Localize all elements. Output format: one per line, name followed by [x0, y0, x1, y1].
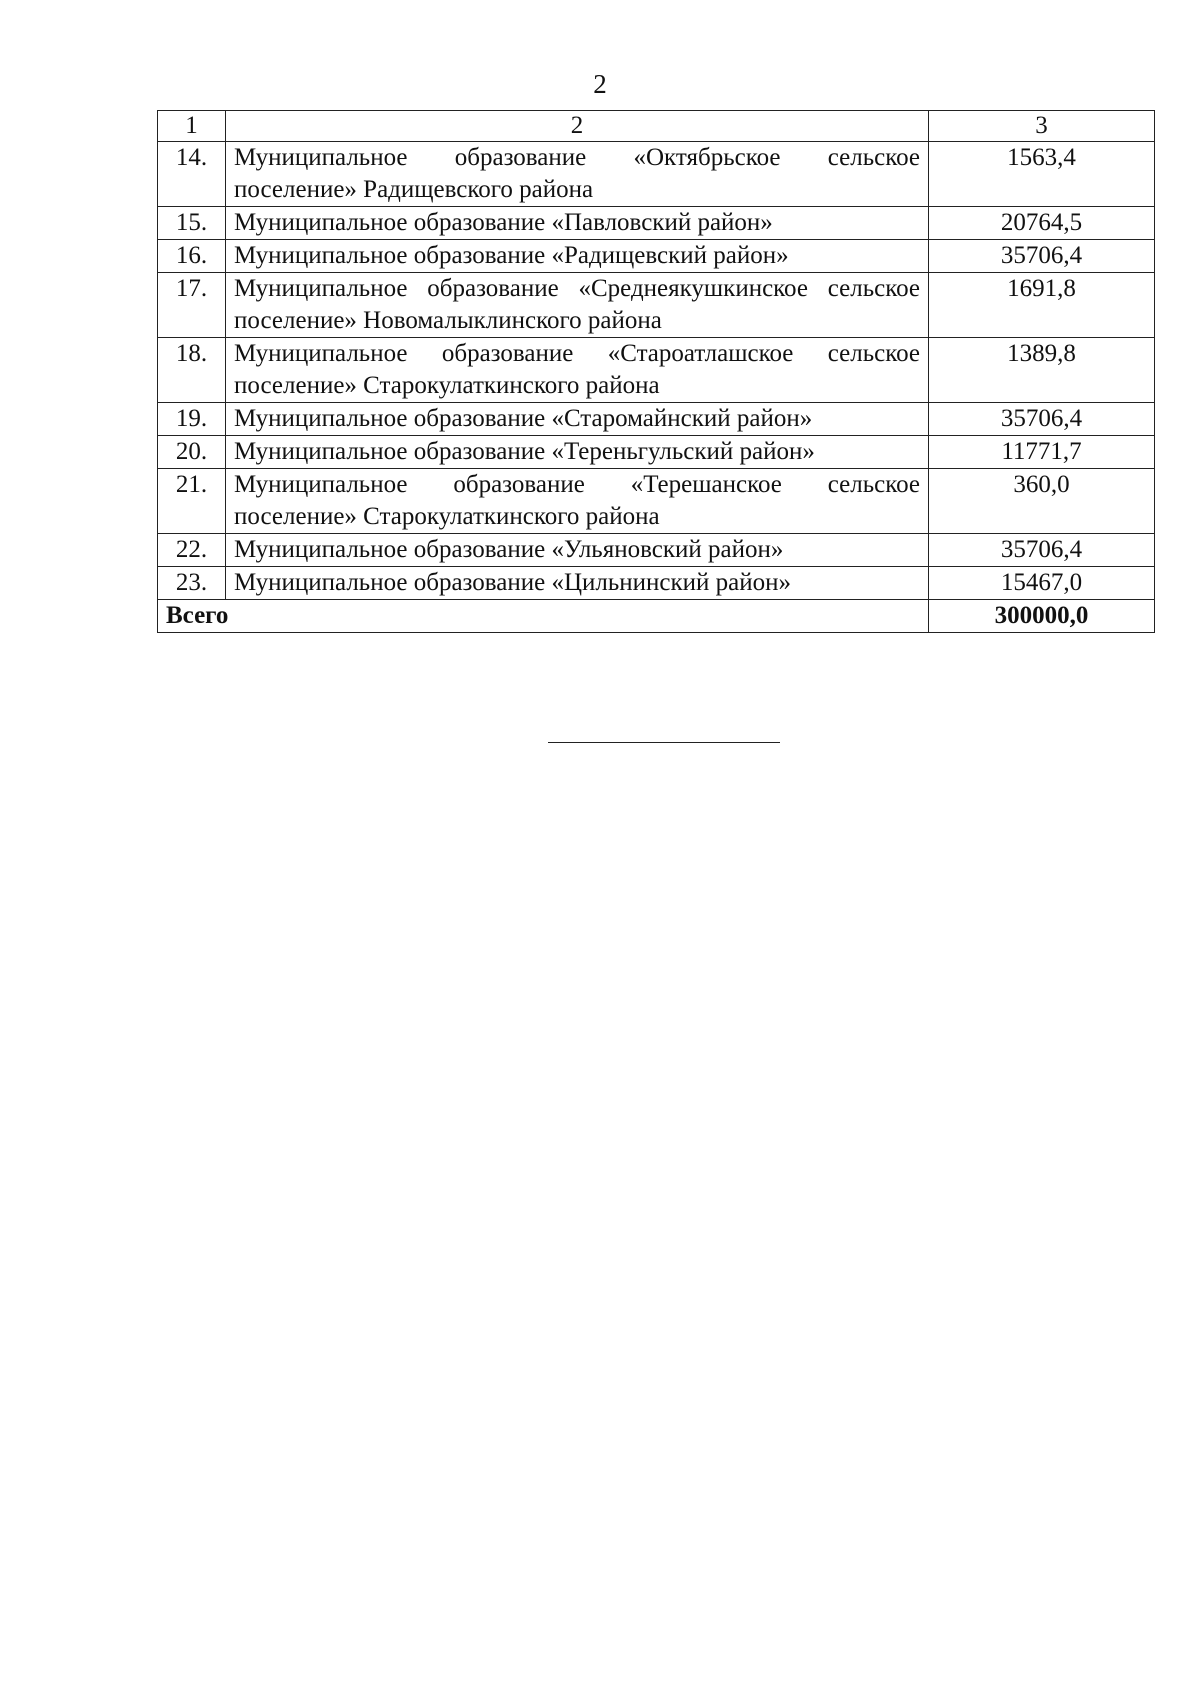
amount-value: 15467,0 [929, 567, 1155, 600]
municipality-name: Муниципальное образование «Павловский район» [226, 207, 929, 240]
table-row [158, 436, 1155, 469]
table-total-row [158, 600, 1155, 633]
municipality-name: Муниципальное образование «Ульяновский район» [226, 534, 929, 567]
amount-value: 35706,4 [929, 534, 1155, 567]
table-row [158, 403, 1155, 436]
table-row [158, 338, 1155, 403]
amount-value: 11771,7 [929, 436, 1155, 469]
row-number: 19. [158, 403, 226, 436]
municipality-name: Муниципальное образование «Старомайнский район» [226, 403, 929, 436]
amount-value: 1563,4 [929, 142, 1155, 207]
amount-value: 1389,8 [929, 338, 1155, 403]
allocation-table [157, 110, 1155, 633]
table-row [158, 207, 1155, 240]
column-value-header: 3 [929, 111, 1155, 142]
table-row [158, 469, 1155, 534]
municipality-name: Муниципальное образование «Среднеякушкинское сельское поселение» Новомалыклинского района [226, 273, 929, 338]
amount-value: 35706,4 [929, 403, 1155, 436]
table-row [158, 567, 1155, 600]
page-number: 2 [593, 69, 607, 99]
row-number: 20. [158, 436, 226, 469]
amount-value: 20764,5 [929, 207, 1155, 240]
column-name-header: 2 [226, 111, 929, 142]
amount-value: 360,0 [929, 469, 1155, 534]
row-number: 21. [158, 469, 226, 534]
column-number-header: 1 [158, 111, 226, 142]
municipality-name: Муниципальное образование «Цильнинский район» [226, 567, 929, 600]
table-header-row [158, 111, 1155, 142]
amount-value: 35706,4 [929, 240, 1155, 273]
amount-value: 1691,8 [929, 273, 1155, 338]
municipality-name: Муниципальное образование «Тереньгульский район» [226, 436, 929, 469]
municipality-name: Муниципальное образование «Радищевский район» [226, 240, 929, 273]
row-number: 15. [158, 207, 226, 240]
table-row [158, 142, 1155, 207]
row-number: 16. [158, 240, 226, 273]
closing-rule [548, 742, 780, 743]
total-label: Всего [158, 600, 929, 633]
row-number: 22. [158, 534, 226, 567]
row-number: 17. [158, 273, 226, 338]
row-number: 14. [158, 142, 226, 207]
table-row [158, 534, 1155, 567]
row-number: 23. [158, 567, 226, 600]
table-row [158, 273, 1155, 338]
municipality-name: Муниципальное образование «Терешанское сельское поселение» Старокулаткинского района [226, 469, 929, 534]
row-number: 18. [158, 338, 226, 403]
table-body [158, 111, 1155, 633]
table-row [158, 240, 1155, 273]
municipality-name: Муниципальное образование «Октябрьское сельское поселение» Радищевского района [226, 142, 929, 207]
total-value: 300000,0 [929, 600, 1155, 633]
municipality-name: Муниципальное образование «Староатлашское сельское поселение» Старокулаткинского района [226, 338, 929, 403]
